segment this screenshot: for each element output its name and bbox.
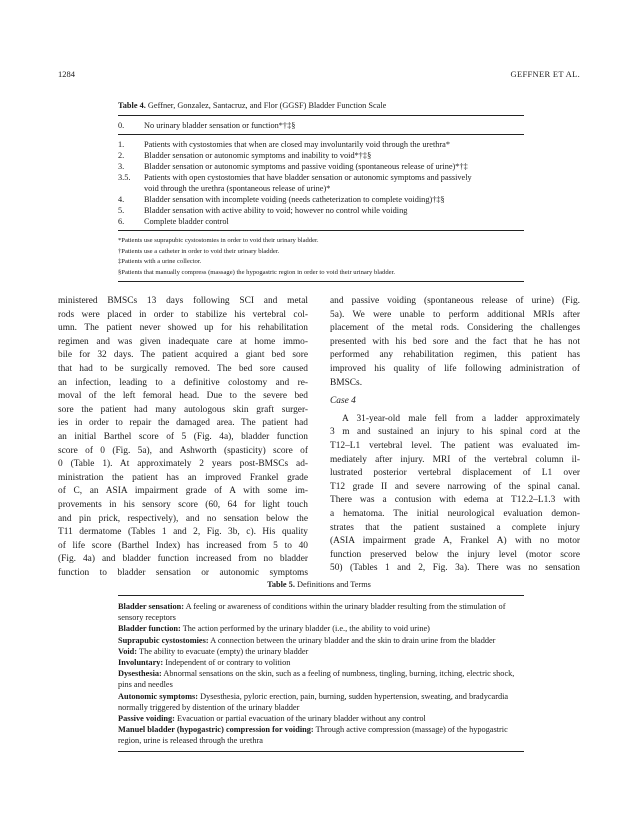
row-text: Bladder sensation or autonomic symptoms and passive voiding (spontaneous release of urine)*†‡ <box>144 162 468 171</box>
row-code: 3.5. <box>118 173 131 182</box>
text-line: 3 m and sustained an injury to his spinal cord at the <box>330 427 580 438</box>
definition-entry <box>118 657 524 668</box>
table-4-footnotes <box>118 231 524 282</box>
definition-term: Void: <box>118 646 138 656</box>
text-line: T12–L1 vertebral level. The patient was evaluated im- <box>330 440 580 451</box>
table-4 <box>118 100 524 282</box>
table-4-title: Geffner, Gonzalez, Santacruz, and Flor (GGSF) Bladder Function Scale <box>147 101 387 110</box>
table-4-row-zero <box>118 116 524 135</box>
definition-entry <box>118 691 524 713</box>
table-5-label: Table 5. <box>267 580 295 589</box>
definition-term: Passive voiding: <box>118 714 175 724</box>
section-heading-case-4: Case 4 <box>330 396 356 407</box>
text-line: improved his quality of life following administration of <box>330 363 580 374</box>
table-4-caption <box>118 100 524 116</box>
text-line: function to bladder sensation or autonomic symptoms <box>58 567 308 578</box>
running-head: GEFFNER ET AL. <box>510 69 580 79</box>
text-line: ies in order to repair the damaged area. The patient had <box>58 418 308 429</box>
text-line: rods were placed in order to stabilize his vertebral col- <box>58 309 308 320</box>
text-line: that had to be surgically removed. The bed sore caused <box>58 363 308 374</box>
definition-entry <box>118 601 524 623</box>
definition-text: Dysesthesia, pyloric erection, pain, burning, sudden hypertension, sweating, and bradycardia normally triggered by distention of the urinary bladder <box>118 691 509 712</box>
text-line: T12 grade II and severe narrowing of the spinal canal. <box>330 481 580 492</box>
definition-text: Abnormal sensations on the skin, such as a feeling of numbness, tingling, burning, itching, electric shock, pins and needles <box>118 669 515 690</box>
definition-text: The action performed by the urinary bladder (i.e., the ability to void urine) <box>182 624 430 634</box>
text-line: mediately after injury. MRI of the vertebral column il- <box>330 454 580 465</box>
body-column-left <box>58 295 308 580</box>
text-line: 50) (Tables 1 and 2, Fig. 3a). There was no sensation <box>330 563 580 574</box>
text-line: of C, an ASIA impairment grade of A with some im- <box>58 486 308 497</box>
definition-text: Through active compression (massage) of the hypogastric region, urine is released through the urethra <box>118 725 508 746</box>
table-4-label: Table 4. <box>118 101 146 110</box>
text-line: ministered BMSCs 13 days following SCI and metal <box>58 296 308 306</box>
definition-term: Autonomic symptoms: <box>118 691 198 701</box>
table-row <box>118 194 524 205</box>
definition-entry <box>118 668 524 690</box>
text-line: ministration the patient has an improved Frankel grade <box>58 472 308 483</box>
definition-text: Evacuation or partial evacuation of the urinary bladder without any control <box>177 714 426 724</box>
text-line: strates that the patient sustained a complete injury <box>330 522 580 533</box>
definition-term: Manuel bladder (hypogastric) compression for voiding: <box>118 725 314 735</box>
row-code: 5. <box>118 206 125 215</box>
text-line: A 31-year-old male fell from a ladder approximately <box>342 413 580 424</box>
text-line: bile for 32 days. The patient acquired a giant bed sore <box>58 350 308 361</box>
definition-entry <box>118 724 524 746</box>
definition-text: A connection between the urinary bladder and the skin to drain urine from the bladder <box>210 635 496 645</box>
definition-term: Involuntary: <box>118 658 164 668</box>
row-code: 6. <box>118 217 125 226</box>
row-text: Patients with open cystostomies that have bladder sensation or autonomic symptoms and passively void through the urethra (spontaneous release of urine)* <box>144 173 472 193</box>
paragraph-case-3-end <box>330 295 580 390</box>
definition-entry <box>118 623 524 634</box>
table-4-rows <box>118 135 524 231</box>
row-text: Bladder sensation with active ability to void; however no control while voiding <box>144 206 408 215</box>
text-line: provements in his sensory score (60, 64 for light touch <box>58 499 308 510</box>
text-line: 5a). We were unable to perform additional MRIs after <box>330 309 580 320</box>
paragraph-case-4 <box>330 413 580 576</box>
definition-text: Independent of or contrary to volition <box>165 658 291 668</box>
table-5 <box>118 595 524 752</box>
text-line: presented with his bed sore and the fact that he has not <box>330 336 580 347</box>
definition-term: Bladder function: <box>118 624 181 634</box>
footnote: *Patients use suprapubic cystostomies in order to void their urinary bladder. <box>118 237 319 244</box>
definition-text: The ability to evacuate (empty) the urinary bladder <box>139 646 309 656</box>
row-text: Bladder sensation with incomplete voiding (needs catheterization to complete voiding)†‡§ <box>144 195 445 204</box>
text-line: lustrated posterior vertebral displacement of L1 over <box>330 468 580 479</box>
definition-entry <box>118 713 524 724</box>
table-5-caption <box>0 580 638 589</box>
text-line: moval of the left femoral head. Due to the severe bed <box>58 391 308 402</box>
text-line: a hematoma. The initial neurological evaluation demon- <box>330 508 580 519</box>
definition-term: Bladder sensation: <box>118 602 185 611</box>
text-line: (Fig. 4a) and bladder function increased from no bladder <box>58 554 308 565</box>
table-row <box>118 161 524 172</box>
row-code: 2. <box>118 151 125 160</box>
table-row <box>118 150 524 161</box>
text-line: umn. The patient never showed up for his rehabilitation <box>58 323 308 334</box>
text-line: score of 0 (Fig. 5a), and Ashworth (spasticity) score of <box>58 445 308 456</box>
table-5-title: Definitions and Terms <box>296 580 371 589</box>
text-line: (ASIA impairment grade A, Frankel A) with no motor <box>330 536 580 547</box>
text-line: There was a contusion with edema at T12.2–L1.3 with <box>330 495 580 506</box>
text-line: and pin prick, respectively), and no sensation below the <box>58 513 308 524</box>
table-row <box>118 139 524 150</box>
text-line: function preserved below the injury level (motor score <box>330 549 580 560</box>
text-line: and passive voiding (spontaneous release of urine) (Fig. <box>330 296 580 306</box>
definition-entry <box>118 646 524 657</box>
table-row <box>118 216 524 227</box>
footnote: †Patients use a catheter in order to void their urinary bladder. <box>118 247 280 255</box>
text-line: regimen and was given inadequate care at home immo- <box>58 336 308 347</box>
text-line: BMSCs. <box>330 377 363 388</box>
row-code: 0. <box>118 121 125 130</box>
row-text: Complete bladder control <box>144 217 229 226</box>
table-row <box>118 172 524 194</box>
text-line: T11 dermatome (Tables 1 and 2, Fig. 3b, c). His quality <box>58 527 308 538</box>
text-line: placement of the metal rods. Considering the challenges <box>330 323 580 334</box>
footnote: §Patients that manually compress (massage) the hypogastric region in order to void their urinary bladder. <box>118 268 396 276</box>
row-text: Patients with cystostomies that when are closed may involuntarily void through the urethra* <box>144 140 451 149</box>
definition-term: Dysesthesia: <box>118 669 162 679</box>
row-code: 3. <box>118 162 125 171</box>
definition-text: A feeling or awareness of conditions within the urinary bladder resulting from the stimulation of sensory receptors <box>118 602 506 623</box>
text-line: an infection, leading to a definitive colostomy and re- <box>58 377 308 388</box>
text-line: performed any rehabilitation regimen, this patient has <box>330 350 580 361</box>
row-code: 1. <box>118 140 125 149</box>
row-text: Bladder sensation or autonomic symptoms and inability to void*†‡§ <box>144 151 372 160</box>
page-number: 1284 <box>58 69 75 79</box>
text-line: sore the patient had many autologous skin graft surger- <box>58 404 308 415</box>
text-line: 0 (Table 1). At approximately 2 years post-BMSCs ad- <box>58 459 308 470</box>
table-row <box>118 205 524 216</box>
text-line: an initial Barthel score of 5 (Fig. 4a), bladder function <box>58 431 308 442</box>
row-code: 4. <box>118 195 125 204</box>
definition-term: Suprapubic cystostomies: <box>118 635 209 645</box>
row-text: No urinary bladder sensation or function*†‡§ <box>144 121 296 130</box>
body-column-right <box>330 295 580 576</box>
text-line: of life score (Barthel Index) has increased from 5 to 40 <box>58 540 308 551</box>
footnote: ‡Patients with a urine collector. <box>118 258 202 265</box>
definition-entry <box>118 635 524 646</box>
